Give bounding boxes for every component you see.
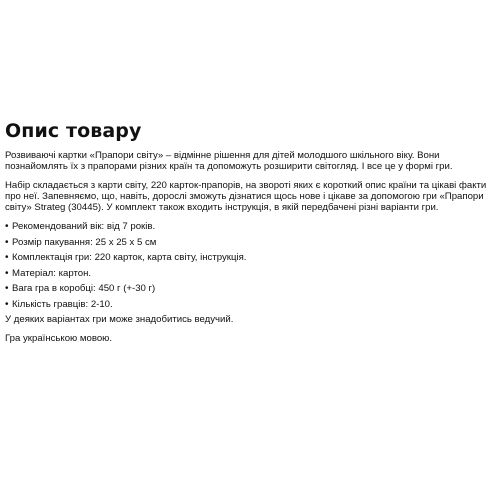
spec-item-contents — [5, 252, 495, 263]
specs-list — [5, 221, 495, 310]
spec-text: Рекомендований вік: від 7 років. — [12, 221, 156, 232]
spec-text: Вага гра в коробці: 450 г (+-30 г) — [12, 283, 156, 294]
spec-item-material — [5, 268, 495, 279]
spec-text: Комплектація гри: 220 карток, карта світу, інструкція. — [12, 252, 247, 263]
bullet-icon: • — [5, 298, 9, 310]
spec-text: Кількість гравців: 2-10. — [12, 298, 113, 310]
bullet-icon: • — [5, 221, 9, 232]
language-note: Гра українською мовою. — [5, 333, 113, 344]
intro-paragraph: Розвиваючі картки «Прапори світу» – відмінне рішення для дітей молодшого шкільного віку. Вони познайомлять їх з прапорами різних країн та допоможуть розширити світогляд. І все це у формі гри. — [5, 150, 453, 172]
bullet-icon: • — [5, 236, 9, 248]
bullet-icon: • — [5, 267, 9, 279]
bullet-icon: • — [5, 283, 9, 294]
spec-item-package-size — [5, 237, 495, 248]
spec-text: Розмір пакування: 25 х 25 х 5 см — [12, 236, 157, 248]
host-note: У деяких варіантах гри може знадобитись ведучий. — [5, 314, 234, 325]
contents-paragraph: Набір складається з карти світу, 220 карток-прапорів, на звороті яких є короткий опис країни та цікаві факти про неї. Запевняємо, що, навіть, дорослі зможуть дізнатися щось нове і цікаве за допомогою гри «Прапори світу» Strateg (30445). У комплект також входить інструкція, в якій передбачені різні варіанти гри. — [5, 180, 487, 213]
spec-item-age — [5, 221, 495, 232]
bullet-icon: • — [5, 252, 9, 263]
spec-item-weight — [5, 283, 495, 294]
spec-text: Матеріал: картон. — [12, 267, 92, 279]
section-title: Опис товару — [5, 120, 142, 142]
product-description — [5, 120, 495, 352]
spec-item-players — [5, 299, 495, 310]
